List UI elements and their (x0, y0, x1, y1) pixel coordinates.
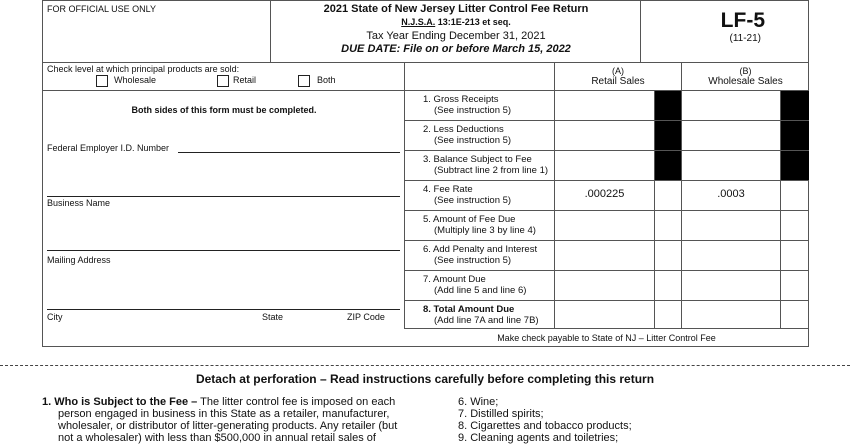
line-title: 4. Fee Rate (423, 184, 473, 195)
product-item: 7. Distilled spirits; (458, 408, 544, 420)
form-revision: (11-21) (729, 33, 761, 44)
both-sides-notice: Both sides of this form must be completed. (131, 105, 317, 115)
product-item: 6. Wine; (458, 396, 499, 408)
line-1-retail-field[interactable] (556, 91, 653, 119)
divider (404, 328, 809, 329)
wholesale-fee-rate: .0003 (717, 188, 745, 200)
divider (404, 62, 405, 328)
business-name-field[interactable] (47, 250, 400, 251)
mailing-address-label: Mailing Address (47, 255, 111, 265)
line-title: 5. Amount of Fee Due (423, 214, 516, 225)
business-name-label: Business Name (47, 198, 111, 208)
line-8-label (423, 304, 553, 326)
statute (272, 17, 640, 27)
product-item: 8. Cigarettes and tobacco products; (458, 420, 632, 432)
line-sub: (See instruction 5) (434, 195, 512, 206)
instruction-line: wholesaler, or distributor of litter-generating products. Any retailer (but (58, 420, 398, 432)
line-sub: (See instruction 5) (434, 105, 512, 116)
level-label: Check level at which principal products are sold: (47, 64, 240, 74)
instruction-text: The litter control fee is imposed on each (197, 396, 396, 408)
line-1-label (423, 94, 553, 116)
line-2-label (423, 124, 553, 146)
col-b-name: Wholesale Sales (708, 76, 783, 87)
line-6-label (423, 244, 553, 266)
blocked-cell (655, 121, 681, 150)
retail-checkbox[interactable] (217, 75, 229, 87)
mailing-address-field[interactable] (47, 309, 400, 310)
line-3-wholesale-field[interactable] (683, 151, 779, 179)
line-6-wholesale-field[interactable] (683, 241, 779, 269)
statute-text: 13:1E-213 et seq. (435, 17, 511, 27)
form-title: 2021 State of New Jersey Litter Control Fee Return (323, 3, 589, 15)
payable-note: Make check payable to State of NJ – Litter Control Fee (497, 333, 716, 343)
official-use-label: FOR OFFICIAL USE ONLY (47, 4, 157, 14)
line-4-label (423, 184, 553, 206)
instruction-num: 1. (42, 396, 52, 408)
detach-heading: Detach at perforation – Read instructions carefully before completing this return (195, 372, 655, 386)
state-label: State (262, 312, 284, 322)
line-3-retail-field[interactable] (556, 151, 653, 179)
blocked-cell (781, 151, 809, 180)
line-sub: (See instruction 5) (434, 255, 512, 266)
business-line-top (47, 196, 400, 197)
line-1-wholesale-field[interactable] (683, 91, 779, 119)
blocked-cell (655, 151, 681, 180)
col-b-letter: (B) (739, 66, 752, 76)
product-list (458, 396, 632, 444)
line-sub: (Subtract line 2 from line 1) (434, 165, 549, 176)
line-sub: (Multiply line 3 by line 4) (434, 225, 536, 236)
instruction-body (58, 408, 397, 444)
both-checkbox[interactable] (298, 75, 310, 87)
statute-link[interactable]: N.J.S.A. (401, 17, 436, 27)
zip-label: ZIP Code (347, 312, 385, 322)
instruction-1 (42, 396, 395, 408)
line-7-retail-field[interactable] (556, 271, 653, 299)
instruction-line: person engaged in business in this State as a retailer, manufacturer, (58, 408, 390, 420)
line-title: 7. Amount Due (423, 274, 486, 285)
blocked-cell (781, 91, 809, 120)
retail-label: Retail (233, 75, 257, 85)
instruction-line: not a wholesaler) with less than $500,000 in annual retail sales of (58, 432, 376, 444)
line-sub: (See instruction 5) (434, 135, 512, 146)
form-id: LF-5 (720, 9, 765, 32)
line-6-retail-field[interactable] (556, 241, 653, 269)
line-8-retail-field[interactable] (556, 301, 653, 329)
fein-label: Federal Employer I.D. Number (47, 143, 170, 153)
line-title: 1. Gross Receipts (423, 94, 499, 105)
line-5-retail-field[interactable] (556, 211, 653, 239)
city-label: City (47, 312, 63, 322)
line-title: 8. Total Amount Due (423, 304, 515, 315)
tax-year: Tax Year Ending December 31, 2021 (366, 30, 546, 42)
line-5-label (423, 214, 553, 236)
col-a-letter: (A) (612, 66, 624, 76)
both-label: Both (317, 75, 336, 85)
line-title: 3. Balance Subject to Fee (423, 154, 532, 165)
wholesale-label: Wholesale (114, 75, 157, 85)
product-item: 9. Cleaning agents and toiletries; (458, 432, 619, 444)
due-date: DUE DATE: File on or before March 15, 2022 (341, 43, 571, 55)
blocked-cell (781, 121, 809, 150)
fein-field[interactable] (178, 152, 400, 153)
col-a-name: Retail Sales (591, 76, 645, 87)
instruction-title: Who is Subject to the Fee – (54, 396, 198, 408)
line-2-wholesale-field[interactable] (683, 121, 779, 149)
line-7-label (423, 274, 553, 296)
line-sub: (Add line 5 and line 6) (434, 285, 527, 296)
line-title: 6. Add Penalty and Interest (423, 244, 538, 255)
line-7-wholesale-field[interactable] (683, 271, 779, 299)
divider (270, 0, 271, 63)
line-5-wholesale-field[interactable] (683, 211, 779, 239)
blocked-cell (655, 91, 681, 120)
line-8-wholesale-field[interactable] (683, 301, 779, 329)
wholesale-checkbox[interactable] (96, 75, 108, 87)
line-3-label (423, 154, 553, 176)
line-sub: (Add line 7A and line 7B) (434, 315, 539, 326)
perforation-line (0, 365, 850, 366)
line-title: 2. Less Deductions (423, 124, 504, 135)
retail-fee-rate: .000225 (584, 188, 625, 200)
line-2-retail-field[interactable] (556, 121, 653, 149)
